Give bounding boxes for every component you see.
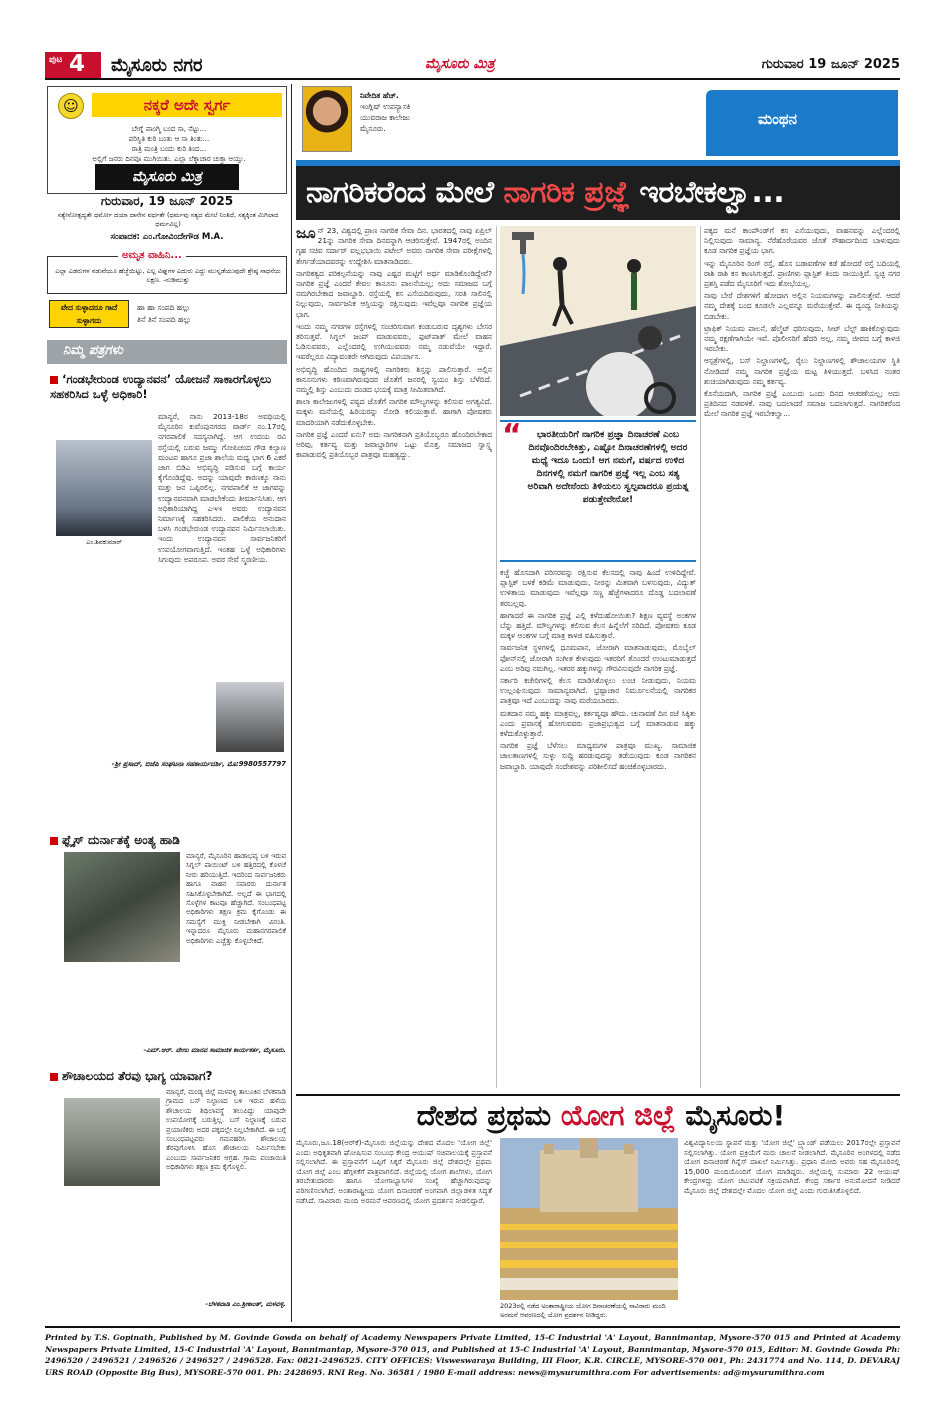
letter-1 [50, 372, 286, 832]
headline-part-3: ಇರಬೇಕಲ್ವಾ... [639, 175, 785, 210]
article-paragraph: ನಾಗರಿಕ ಪ್ರಜ್ಞೆ ಬೆಳೆಸಲು ಮಾಧ್ಯಮಗಳ ಪಾತ್ರವೂ ಮುಖ್ಯ. ಸಾಮಾಜಿಕ ಜಾಲತಾಣಗಳಲ್ಲಿ ಸುಳ್ಳು ಸುದ್ದಿ ಹರಡುವುದನ್ನು ತಡೆಯುವುದು ಕೂಡ ನಾಗರಿಕನ ಜವಾಬ್ದಾರಿ. ಯಾವುದೇ ಸಂದೇಶವನ್ನು ಪರಿಶೀಲಿಸದೆ ಹಂಚಿಕೊಳ್ಳಬಾರದು. [500, 741, 696, 771]
yoga-headline-part-3: ಮೈಸೂರು! [685, 1099, 786, 1132]
article-paragraph: ಮತದಾನ ನಮ್ಮ ಹಕ್ಕು ಮಾತ್ರವಲ್ಲ, ಕರ್ತವ್ಯವೂ ಹೌದು. ಚುನಾವಣೆ ದಿನ ರಜೆ ಸಿಕ್ಕಿತು ಎಂದು ಪ್ರವಾಸಕ್ಕೆ ಹೋಗುವವರು ಪ್ರಜಾಪ್ರಭುತ್ವದ ಬಗ್ಗೆ ಮಾತನಾಡುವ ಹಕ್ಕು ಕಳೆದುಕೊಳ್ಳುತ್ತಾರೆ. [500, 708, 696, 739]
page-label: ಪುಟ [49, 55, 63, 65]
article-paragraph: ಇನ್ನು ಮೈಸೂರಿನ ರಿಂಗ್ ರಸ್ತೆ, ಹೊಸ ಬಡಾವಣೆಗಳ ಕಡೆ ಹೋದರೆ ರಸ್ತೆ ಬದಿಯಲ್ಲಿ ರಾಶಿ ರಾಶಿ ಕಸ ಕಾಣಸಿಗುತ್ತದೆ. ಪ್ರಾಣಿಗಳು ಪ್ಲಾಸ್ಟಿಕ್ ತಿಂದು ಸಾಯುತ್ತಿವೆ. ಸ್ವಚ್ಛ ನಗರ ಪ್ರಶಸ್ತಿ ಪಡೆದ ಮೈಸೂರಿಗೆ ಇದು ಶೋಭೆಯಲ್ಲ. [704, 258, 900, 289]
yoga-col-1 [296, 1138, 492, 1320]
amrutha-box [47, 250, 287, 294]
yoga-photo-caption: 2023ರಲ್ಲಿ ನಡೆದ ಅಂತಾರಾಷ್ಟ್ರೀಯ ಯೋಗ ದಿನಾಚರಣೆಯಲ್ಲಿ ಸಾವಿರಾರು ಮಂದಿ ಅರಮನೆ ಆವರಣದಲ್ಲಿ ಯೋಗ ಪ್ರದರ್ಶನ ನೀಡಿದ್ದರು. [500, 1302, 666, 1319]
article-col-1 [296, 226, 492, 1086]
letter-1-photo-caption: ಎಂ.ಶಿವಕುಮಾರ್ [86, 538, 122, 546]
headline-part-2: ನಾಗರಿಕ ಪ್ರಜ್ಞೆ [503, 175, 630, 210]
letter-3-sign: -ಬೆಳಕವಾಡಿ ಎಂ.ಶ್ರೀಕಾಂತ್, ಮಳವಳ್ಳಿ. [205, 1300, 286, 1308]
article-col-3 [704, 226, 900, 1088]
letter-3-photo [64, 1098, 160, 1186]
yoga-col-3 [684, 1138, 900, 1320]
author-city: ಮೈಸೂರು. [360, 124, 386, 133]
sloka: ಸತ್ಯೇನೋತ್ಪದ್ಯತೇ ಧರ್ಮೋ ದಯಾ ದಾನೇನ ವರ್ಧತೇ (ಧರ್ಮವು ಸತ್ಯದ ಮೇಲೆ ನಿಂತಿದೆ, ಸತ್ಯಕ್ಕಿಂತ ಮಿಗಿಲಾದ ಧರ್ಮವಿಲ್ಲ) [57, 211, 279, 228]
bullet-icon [50, 1073, 58, 1081]
article-paragraph: ಕೊನೆಯದಾಗಿ, ನಾಗರಿಕ ಪ್ರಜ್ಞೆ ಎಂಬುದು ಒಂದು ದಿನದ ಆಚರಣೆಯಲ್ಲ; ಅದು ಪ್ರತಿದಿನದ ನಡವಳಿಕೆ. ನಾವು ಬದಲಾದರೆ ಸಮಾಜ ಬದಲಾಗುತ್ತದೆ. ನಾಗರಿಕರೆಂದ ಮೇಲೆ ನಾಗರಿಕ ಪ್ರಜ್ಞೆ ಇರಬೇಕಲ್ವಾ... [704, 389, 900, 419]
letter-3-body: ಮಾನ್ಯರೆ, ಮಂಡ್ಯ ಜಿಲ್ಲೆ ಮಳವಳ್ಳಿ ತಾಲೂಕಿನ ಬೆಳಕವಾಡಿ ಗ್ರಾಮದ ಬಸ್ ನಿಲ್ದಾಣದ ಬಳಿ ಇರುವ ಹಳೆಯ ಶೌಚಾಲಯ ಶಿಥಿಲಾವಸ್ಥೆ ತಲುಪಿದ್ದು ಯಾವುದೇ ಉಪಯೋಗಕ್ಕೆ ಬರುತ್ತಿಲ್ಲ. ಬಸ್ ನಿಲ್ದಾಣಕ್ಕೆ ಬರುವ ಪ್ರಯಾಣಿಕರು ಅದರ ಪಕ್ಕದಲ್ಲೇ ನಿಲ್ಲಬೇಕಾಗಿದೆ. ಈ ಬಗ್ಗೆ ಸಂಬಂಧಪಟ್ಟವರು ಗಮನಹರಿಸಿ ಶೌಚಾಲಯ ತೆರವುಗೊಳಿಸಿ ಹೊಸ ಶೌಚಾಲಯ ನಿರ್ಮಿಸಬೇಕು ಎಂಬುದು ಸಾರ್ವಜನಿಕರ ಆಗ್ರಹ. ಗ್ರಾಮ ಪಂಚಾಯಿತಿ ಅಧಿಕಾರಿಗಳು ತಕ್ಷಣ ಕ್ರಮ ಕೈಗೊಳ್ಳಲಿ. [166, 1088, 286, 1172]
letter-2-body: ಮಾನ್ಯರೆ, ಮೈಸೂರಿನ ಹಾಡಾಭವ್ಯ ಬಳಿ ಇರುವ ಸಿಗ್ನಲ್ ಪಾಯಿಂಟ್ ಬಳಿ ಹತ್ತಿರದಲ್ಲಿ ಕೊಳಚೆ ನೀರು ಹರಿಯುತ್ತಿದೆ. ಇದರಿಂದ ಸಾರ್ವಜನಿಕರು ಹಾಗೂ ವಾಹನ ಸವಾರರು ದುರ್ನಾತ ಸಹಿಸಿಕೊಳ್ಳಬೇಕಾಗಿದೆ. ಅಲ್ಲದೆ ಈ ಭಾಗದಲ್ಲಿ ಸೊಳ್ಳೆಗಳ ಕಾಟವೂ ಹೆಚ್ಚಾಗಿದೆ. ಸಂಬಂಧಪಟ್ಟ ಅಧಿಕಾರಿಗಳು ತಕ್ಷಣ ಕ್ರಮ ಕೈಗೊಂಡು ಈ ಸಮಸ್ಯೆಗೆ ಮುಕ್ತಿ ನೀಡಬೇಕಾಗಿ ವಿನಂತಿ. ಇನ್ನಾದರೂ ಮೈಸೂರು ಮಹಾನಗರಪಾಲಿಕೆ ಅಧಿಕಾರಿಗಳು ಎಚ್ಚೆತ್ತು ಕೊಳ್ಳಬೇಕಿದೆ. [186, 852, 286, 945]
author-name: ನಿವೇದಿತ ಹೆಚ್. [360, 91, 399, 100]
amrutha-text: ಎಲ್ಲಾ ಎಡರುಗಳ ನಡುವೆಯೂ ಹೆಜ್ಜೆಯಿಟ್ಟು, ಎಲ್ಲ ವಿಘ್ನಗಳ ಎದುರು ಎದ್ದು ಮುನ್ನಡೆಯುವುದೇ ಶ್ರೇಷ್ಠ ಸಾಧನೆಯ ಲಕ್ಷಣ. -ನುಡಿಮುತ್ತು [55, 267, 281, 284]
article-col-2 [500, 568, 696, 1088]
humor-title: ನಕ್ಕರೆ ಅದೇ ಸ್ವರ್ಗ [92, 93, 282, 117]
humor-line: ರಾತ್ರಿ ಮಂತ್ರಿ ಬಂದು ಕುರಿ ತಿಂದ... [131, 145, 207, 153]
letter-1-signer-photo [216, 682, 284, 752]
article-headline [296, 160, 900, 220]
yoga-photo [500, 1138, 678, 1300]
proverb-title: ವೇದ ಸುಳ್ಳಾದರೂ ಗಾದೆ ಸುಳ್ಳಾಗದು [49, 300, 129, 328]
article-paragraph: ಜೂನ್ 23, ವಿಶ್ವದಲ್ಲಿ ಪ್ರಾಣ ನಾಗರಿಕ ಸೇವಾ ದಿನ. ಭಾರತದಲ್ಲಿ ನಾವು ಏಪ್ರಿಲ್ 21ನ್ನು ನಾಗರಿಕ ಸೇವಾ ದಿನವನ್ನಾಗಿ ಆಚರಿಸುತ್ತೇವೆ. 1947ರಲ್ಲಿ ಅಂದಿನ ಗೃಹ ಸಚಿವ ಸರ್ದಾರ್ ವಲ್ಲಭಭಾಯಿ ಪಟೇಲ್ ಅವರು ನಾಗರಿಕ ಸೇವಾ ಪರೀಕ್ಷೆಗಳಲ್ಲಿ ತೇರ್ಗಡೆಯಾದವರನ್ನು ಉದ್ದೇಶಿಸಿ ಮಾತನಾಡಿದರು. [296, 226, 492, 266]
section-title: ಮೈಸೂರು ನಗರ [111, 55, 203, 76]
article-col-divider [700, 226, 701, 1088]
yoga-paragraph: ಮೈಸೂರು,ಜೂ.18(ಆರ್‌ಕೆ)-ಮೈಸೂರು ಜಿಲ್ಲೆಯನ್ನು ದೇಶದ ಮೊದಲ 'ಯೋಗ ಜಿಲ್ಲೆ' ಎಂದು ಅಧಿಕೃತವಾಗಿ ಘೋಷಿಸುವ ಸಂಬಂಧ ಕೇಂದ್ರ ಆಯುಷ್ ಸಚಿವಾಲಯಕ್ಕೆ ಪ್ರಸ್ತಾವನೆ ಸಲ್ಲಿಸಲಾಗಿದೆ. ಈ ಪ್ರಸ್ತಾವನೆಗೆ ಒಪ್ಪಿಗೆ ಸಿಕ್ಕರೆ ಮೈಸೂರು ಜಿಲ್ಲೆ ದೇಶದಲ್ಲೇ ಪ್ರಥಮ ಯೋಗ ಜಿಲ್ಲೆ ಎಂಬ ಹೆಗ್ಗಳಿಕೆಗೆ ಪಾತ್ರವಾಗಲಿದೆ. ಜಿಲ್ಲೆಯಲ್ಲಿ ಯೋಗ ಶಾಲೆಗಳು, ಯೋಗ ತರಬೇತುದಾರರು ಹಾಗೂ ಯೋಗಾಭ್ಯಾಸಿಗಳ ಸಂಖ್ಯೆ ಹೆಚ್ಚಾಗಿರುವುದನ್ನು ಪರಿಗಣಿಸಲಾಗಿದೆ. ಅಂತಾರಾಷ್ಟ್ರೀಯ ಯೋಗ ದಿನಾಚರಣೆ ಅಂಗವಾಗಿ ಜಿಲ್ಲಾಡಳಿತ ಸಿದ್ಧತೆ ನಡೆಸಿದೆ. ಸಾವಿರಾರು ಮಂದಿ ಅರಮನೆ ಆವರಣದಲ್ಲಿ ಯೋಗ ಪ್ರದರ್ಶನ ನೀಡಲಿದ್ದಾರೆ. [296, 1138, 492, 1205]
article-paragraph: ನಾವು ಬೇರೆ ದೇಶಗಳಿಗೆ ಹೋದಾಗ ಅಲ್ಲಿನ ನಿಯಮಗಳನ್ನು ಪಾಲಿಸುತ್ತೇವೆ. ಆದರೆ ನಮ್ಮ ದೇಶಕ್ಕೆ ಬಂದ ಕೂಡಲೇ ಎಲ್ಲವನ್ನೂ ಮರೆಯುತ್ತೇವೆ. ಈ ದ್ವಂದ್ವ ನೀತಿಯನ್ನು ಬಿಡಬೇಕು. [704, 291, 900, 321]
article-paragraph: ಟ್ರಾಫಿಕ್ ನಿಯಮ ಪಾಲನೆ, ಹೆಲ್ಮೆಟ್ ಧರಿಸುವುದು, ಸೀಟ್ ಬೆಲ್ಟ್ ಹಾಕಿಕೊಳ್ಳುವುದು ನಮ್ಮ ರಕ್ಷಣೆಗಾಗಿಯೇ ಇವೆ. ಪೊಲೀಸರಿಗೆ ಹೆದರಿ ಅಲ್ಲ, ನಮ್ಮ ಜೀವದ ಬಗ್ಗೆ ಕಾಳಜಿ ಇರಬೇಕು. [704, 323, 900, 354]
article-paragraph: ಕಚ್ಚೆ ಹೊಸದಾಗಿ ಪರಿಸರವನ್ನು ರಕ್ಷಿಸುವ ಕೆಲಸದಲ್ಲಿ ನಾವು ಹಿಂದೆ ಉಳಿದಿದ್ದೇವೆ. ಪ್ಲಾಸ್ಟಿಕ್ ಬಳಕೆ ಕಡಿಮೆ ಮಾಡುವುದು, ನೀರನ್ನು ಮಿತವಾಗಿ ಬಳಸುವುದು, ವಿದ್ಯುತ್ ಉಳಿತಾಯ ಮಾಡುವುದು ಇವೆಲ್ಲವೂ ಸಣ್ಣ ಹೆಜ್ಜೆಗಳಾದರೂ ದೊಡ್ಡ ಬದಲಾವಣೆ ತರಬಲ್ಲವು. [500, 568, 696, 608]
article-col-divider [496, 226, 497, 1088]
letters-title: ನಿಮ್ಮ ಪತ್ರಗಳು [63, 343, 123, 358]
mini-date: ಗುರುವಾರ, 19 ಜೂನ್ 2025 [100, 194, 234, 208]
article-paragraph: ಸಾರ್ವಜನಿಕ ಸ್ಥಳಗಳಲ್ಲಿ ಧೂಮಪಾನ, ಜೋರಾಗಿ ಮಾತನಾಡುವುದು, ಮೊಬೈಲ್ ಫೋನ್‌ನಲ್ಲಿ ಜೋರಾಗಿ ಸಂಗೀತ ಕೇಳುವುದು ಇತರರಿಗೆ ತೊಂದರೆ ಉಂಟುಮಾಡುತ್ತದೆ ಎಂಬ ಅರಿವು ನಮಗಿಲ್ಲ. ಇತರರ ಹಕ್ಕುಗಳನ್ನು ಗೌರವಿಸುವುದೇ ನಾಗರಿಕ ಪ್ರಜ್ಞೆ. [500, 643, 696, 673]
pull-quote-box [500, 420, 696, 562]
proverb-line: ತಿನೆ ತಿನೆ ಸಂಪದಿ ಹಲ್ಲು [137, 315, 192, 324]
page-number: 4 [69, 51, 86, 77]
letter-1-sign: -ಶ್ರೀ ಪ್ರಸಾದ್, ಬಿಜೆಪಿ ಸಂಘಟನಾ ಸಹಕಾರ್ಯದರ್ಶಿ, ಮೊ:9980557797 [111, 760, 286, 768]
yoga-headline-part-2: ಯೋಗ ಜಿಲ್ಲೆ [560, 1099, 676, 1132]
author-avatar [302, 86, 352, 152]
bullet-icon [50, 376, 58, 384]
letter-3 [50, 1068, 286, 1318]
imprint-text: Printed by T.S. Gopinath, Published by M. Govinde Gowda on behalf of Academy Newspapers Private Limited, 15-C Industrial 'A' Layout, Bannimantap, Mysore-570 015 and Printed at Academy Newspapers Private Limited, 15-C Industrial 'A' Layout, Bannimantap, Mysore-570 015, and Published at 15-C Industrial 'A' Layout, Bannimantap, Mysore-570 015, Editor: M. Govinde Gowda Ph: 2496520 / 2496521 / 2496526 / 2496527 / 2496528. Fax: 0821-2496525. CITY OFFICES: Visweswaraya Building, III Floor, K.R. CIRCLE, MYSORE-570 001, Ph: 2431774 and No. 114, D. DEVARAJ URS ROAD (Opposite Big Bus), MYSORE-570 001. Ph: 2428695. RNI Reg. No. 36581 / 1980 E-mail address: news@mysurumithra.com For advertisements: ad@mysurumithra.com [45, 1333, 900, 1377]
letter-3-title: ಶೌಚಾಲಯದ ತೆರವು ಭಾಗ್ಯ ಯಾವಾಗ? [50, 1068, 286, 1084]
article-paragraph: ನಾಗರಿಕತ್ವದ ಪರಿಕಲ್ಪನೆಯನ್ನು ನಾವು ಎಷ್ಟರ ಮಟ್ಟಿಗೆ ಅರ್ಥ ಮಾಡಿಕೊಂಡಿದ್ದೇವೆ? ನಾಗರಿಕ ಪ್ರಜ್ಞೆ ಎಂದರೆ ಕೇವಲ ಕಾನೂನು ಪಾಲನೆಯಲ್ಲ; ಅದು ಸಮಾಜದ ಬಗ್ಗೆ ನಮಗಿರಬೇಕಾದ ಜವಾಬ್ದಾರಿ. ರಸ್ತೆಯಲ್ಲಿ ಕಸ ಎಸೆಯದಿರುವುದು, ಸರತಿ ಸಾಲಿನಲ್ಲಿ ನಿಲ್ಲುವುದು, ಸಾರ್ವಜನಿಕ ಆಸ್ತಿಯನ್ನು ರಕ್ಷಿಸುವುದು ಇವೆಲ್ಲವೂ ನಾಗರಿಕ ಪ್ರಜ್ಞೆಯ ಭಾಗ. [296, 268, 492, 319]
yoga-photo-svg [500, 1138, 678, 1300]
pull-quote: ಭಾರತೀಯರಿಗೆ ನಾಗರಿಕ ಪ್ರಜ್ಞಾ ದಿನಾಚರಣೆ ಎಂಬ ದಿನವೊಂದಿರಬೇಕಿತ್ತು, ಎಷ್ಟೋ ದಿನಾಚರಣೆಗಳಲ್ಲಿ ಅದರ ಮಧ್ಯೆ ಇದೂ ಒಂದು! ಆಗ ನಮಗೆ, ವರ್ಷದ ಉಳಿದ ದಿನಗಳಲ್ಲಿ ನಮಗೆ ನಾಗರಿಕ ಪ್ರಜ್ಞೆ ಇಲ್ಲ ಎಂಬ ಸತ್ಯ ಅರಿವಾಗಿ ಅದೇನೆಂದು ತಿಳಿಯಲು ಸ್ವಲ್ಪವಾದರೂ ಪ್ರಯತ್ನ ಪಡುತ್ತೇವೇನೋ! [527, 429, 689, 505]
proverb-box [47, 300, 287, 330]
column-divider [291, 84, 292, 1322]
editor-line: ಸಂಪಾದಕ: ಎಂ.ಗೋವಿಂದೇಗೌಡ M.A. [110, 232, 224, 242]
yoga-headline-part-1: ದೇಶದ ಪ್ರಥಮ [416, 1099, 552, 1132]
letters-banner [47, 340, 287, 364]
page-number-badge [45, 52, 101, 78]
bullet-icon [50, 837, 58, 845]
article-paragraph: ನಾಗರಿಕ ಪ್ರಜ್ಞೆ ಎಂದರೆ ಏನು? ಅದು ನಾಗರಿಕನಾಗಿ ಪ್ರತಿಯೊಬ್ಬರೂ ಹೊಂದಿರಬೇಕಾದ ಅರಿವು, ಕರ್ತವ್ಯ ಮತ್ತು ಜವಾಬ್ದಾರಿಗಳ ಒಟ್ಟು ಮೊತ್ತ. ಸಮಾಜದ ಸ್ವಾಸ್ಥ್ಯ ಕಾಪಾಡುವಲ್ಲಿ ಪ್ರತಿಯೊಬ್ಬರ ಪಾತ್ರವೂ ಮಹತ್ವದ್ದು. [296, 429, 492, 460]
article-paragraph: ಅಭಿವೃದ್ಧಿ ಹೊಂದಿದ ರಾಷ್ಟ್ರಗಳಲ್ಲಿ ನಾಗರಿಕರು ಶಿಸ್ತನ್ನು ಪಾಲಿಸುತ್ತಾರೆ. ಅಲ್ಲಿನ ಕಾನೂನುಗಳು ಕಠಿಣವಾಗಿರುವುದರ ಜೊತೆಗೆ ಜನರಲ್ಲಿ ಸ್ವಯಂ ಶಿಸ್ತು ಬೆಳೆದಿದೆ. ನಮ್ಮಲ್ಲಿ ಶಿಸ್ತು ಎಂಬುದು ದಂಡದ ಭಯಕ್ಕೆ ಮಾತ್ರ ಸೀಮಿತವಾಗಿದೆ. [296, 364, 492, 395]
illustration-svg [500, 226, 696, 416]
article-paragraph: ಹಾಗಾದರೆ ಈ ನಾಗರಿಕ ಪ್ರಜ್ಞೆ ಎಲ್ಲಿ ಕಳೆದುಹೋಯಿತು? ಶಿಕ್ಷಣ ವ್ಯವಸ್ಥೆ ಅಂಕಗಳ ಬೆನ್ನು ಹತ್ತಿದೆ. ಮೌಲ್ಯಗಳನ್ನು ಕಲಿಸುವ ಕೆಲಸ ಹಿನ್ನೆಲೆಗೆ ಸರಿದಿದೆ. ಪೋಷಕರು ಕೂಡ ಮಕ್ಕಳ ಅಂಕಗಳ ಬಗ್ಗೆ ಮಾತ್ರ ಕಾಳಜಿ ವಹಿಸುತ್ತಾರೆ. [500, 610, 696, 641]
author-org: ಯುವರಾಜ ಕಾಲೇಜು [360, 113, 411, 122]
author-box [296, 84, 746, 156]
mini-masthead: ಮೈಸೂರು ಮಿತ್ರ [95, 164, 239, 190]
letter-2-sign: -ಎಮ್.ಆರ್. ವೇಣು ಮಾನವ ಸಾಮಾಜಿಕ ಕಾರ್ಯಕರ್ತ, ಮೈಸೂರು. [143, 1046, 286, 1054]
author-role: ಇಂಗ್ಲಿಷ್ ಉಪನ್ಯಾಸಕಿ [360, 102, 411, 111]
yoga-paragraph: ವಿಶ್ವವಿದ್ಯಾನಿಲಯ ಸ್ಥಾಪನೆ ಮತ್ತು 'ಯೋಗ ಜಿಲ್ಲೆ' ಬ್ರ್ಯಾಂಡ್ ಪಡೆಯಲು 2017ರಲ್ಲೇ ಪ್ರಸ್ತಾವನೆ ಸಲ್ಲಿಸಲಾಗಿತ್ತು. ಯೋಗ ಪ್ರಕ್ರಿಯೆಗೆ ಮರು ಚಾಲನೆ ನೀಡಲಾಗಿದೆ. ಮೈಸೂರಿನ ಅಂಗಳದಲ್ಲಿ ನಡೆದ ಯೋಗ ದಿನಾಚರಣೆ ಗಿನ್ನೆಸ್ ದಾಖಲೆ ನಿರ್ಮಿಸಿತ್ತು. ಪ್ರಧಾನಿ ಮೋದಿ ಅವರು ಸಹ ಮೈಸೂರಿನಲ್ಲಿ 15,000 ಮಂದಿಯೊಂದಿಗೆ ಯೋಗ ಮಾಡಿದ್ದರು. ಜಿಲ್ಲೆಯಲ್ಲಿ ಸುಮಾರು 22 ಆಯುಷ್ ಕೇಂದ್ರಗಳಿದ್ದು ಯೋಗ ಚಟುವಟಿಕೆ ಸಕ್ರಿಯವಾಗಿದೆ. ಕೇಂದ್ರ ಸರ್ಕಾರ ಅನುಮೋದನೆ ನೀಡಿದರೆ ಮೈಸೂರು ಜಿಲ್ಲೆ ದೇಶದಲ್ಲೇ ಮೊದಲ ಯೋಗ ಜಿಲ್ಲೆ ಎಂದು ಗುರುತಿಸಿಕೊಳ್ಳಲಿದೆ. [684, 1138, 900, 1195]
article-paragraph: ಸರ್ಕಾರಿ ಕಚೇರಿಗಳಲ್ಲಿ ಕೆಲಸ ಮಾಡಿಸಿಕೊಳ್ಳಲು ಲಂಚ ನೀಡುವುದು, ನಿಯಮ ಉಲ್ಲಂಘಿಸುವುದು ಸಾಮಾನ್ಯವಾಗಿದೆ. ಭ್ರಷ್ಟಾಚಾರ ನಿರ್ಮೂಲನೆಯಲ್ಲಿ ನಾಗರಿಕರ ಪಾತ್ರವೂ ಇದೆ ಎಂಬುದನ್ನು ನಾವು ಮರೆಯಬಾರದು. [500, 676, 696, 706]
page-header [45, 52, 900, 80]
article-paragraph: ಶಾಲಾ ಕಾಲೇಜುಗಳಲ್ಲಿ ಪಠ್ಯದ ಜೊತೆಗೆ ನಾಗರಿಕ ಮೌಲ್ಯಗಳನ್ನು ಕಲಿಸುವ ಅಗತ್ಯವಿದೆ. ಮಕ್ಕಳು ಮನೆಯಲ್ಲಿ ಹಿರಿಯರನ್ನು ನೋಡಿ ಕಲಿಯುತ್ತಾರೆ. ಹಾಗಾಗಿ ಪೋಷಕರು ಮಾದರಿಯಾಗಿ ನಡೆದುಕೊಳ್ಳಬೇಕು. [296, 397, 492, 427]
mini-masthead-box [47, 164, 287, 256]
column-banner [706, 90, 898, 156]
quote-mark-icon: “ [502, 418, 522, 453]
column-title: ಮಂಥನ [758, 110, 797, 128]
letter-1-body: ಮಾನ್ಯರೆ, ನಾನು 2013-18ರ ಅವಧಿಯಲ್ಲಿ ಮೈಸೂರಿನ ಕುವೆಂಪುನಗರದ ವಾರ್ಡ್ ನಂ.17ರಲ್ಲಿ ನಗರಪಾಲಿಕೆ ಸದಸ್ಯನಾಗಿದ್ದೆ. ಆಗ ಉದಯ ರವಿ ರಸ್ತೆಯಲ್ಲಿ ಬರುವ ಜಮ್ಮು ಗೋಪಿಚಂದ ಗೌಡ ಕಲ್ಯಾಣ ಮಂಟಪ ಹಾಗೂ ಪ್ರಜಾ ಶಾಲೆಯ ಮಧ್ಯ ಭಾಗ 6 ಎಕರೆ ಜಾಗ ಬಿಡಿಎ ಅಭಿವೃದ್ಧಿ ಪಡಿಸುವ ಬಗ್ಗೆ ಕಾರ್ಯ ಕೈಗೊಂಡಿದ್ದೆವು. ಅದನ್ನು ಯಾವುದೇ ಕಾರಣಕ್ಕೂ ನಾನು ಮತ್ತು ಜನ ಒಪ್ಪಿರಲಿಲ್ಲ. ನಗರಪಾಲಿಕೆ ಆ ಜಾಗವನ್ನು ಉದ್ಯಾನವನವಾಗಿ ಮಾಡಬೇಕೆಂದು ತೀರ್ಮಾನಿಸಿತು. ಆಗ ಅಧಿಕಾರಿಯಾಗಿದ್ದ ಎಇಇ ಅವರು ಉದ್ಯಾನವನ ನಿರ್ಮಾಣಕ್ಕೆ ಸಹಕರಿಸಿದರು. ಪಾಲಿಕೆಯ ಅನುದಾನ ಬಳಸಿ ಗಂಡಭೇರುಂಡ ಉದ್ಯಾನವನ ನಿರ್ಮಿಸಲಾಯಿತು. ಇಂದು ಉದ್ಯಾನವನ ಸಾರ್ವಜನಿಕರಿಗೆ ಉಪಯೋಗವಾಗುತ್ತಿದೆ. ಇಂತಹ ಒಳ್ಳೆ ಅಧಿಕಾರಿಗಳು ಸಿಗುವುದು ಅಪರೂಪ. ಅವರ ಸೇವೆ ಸ್ಮರಣೀಯ. [158, 412, 286, 564]
letter-2-photo [64, 852, 180, 962]
humor-line: ಅಲ್ಲಿಗೆ ಜನರು ದಿನವೂ ಮುಗಿಯಿತು. ಎಲ್ಲಾ ಲೆಕ್ಕಾಚಾರ ಚುಕ್ತಾ ಆಯ್ತು. [92, 155, 246, 163]
issue-date: ಗುರುವಾರ 19 ಜೂನ್ 2025 [761, 57, 900, 72]
letter-2 [50, 832, 286, 1062]
humor-line: ಪರಿಸ್ಥಿತಿ ಕುರಿ ಬಂತು ಆ ಸಾ ತಿಂತು... [128, 135, 210, 143]
article-paragraph: ಆಸ್ಪತ್ರೆಗಳಲ್ಲಿ, ಬಸ್ ನಿಲ್ದಾಣಗಳಲ್ಲಿ, ರೈಲು ನಿಲ್ದಾಣಗಳಲ್ಲಿ ಶೌಚಾಲಯಗಳ ಸ್ಥಿತಿ ನೋಡಿದರೆ ನಮ್ಮ ನಾಗರಿಕ ಪ್ರಜ್ಞೆಯ ಮಟ್ಟ ತಿಳಿಯುತ್ತದೆ. ಬಳಸಿದ ನಂತರ ಶುಚಿಯಾಗಿಡುವುದು ನಮ್ಮ ಕರ್ತವ್ಯ. [704, 356, 900, 386]
masthead: ಮೈಸೂರು ಮಿತ್ರ [425, 56, 495, 72]
proverb-line: ಹಾ ಹಾ ಸಂಪದಿ ಹಲ್ಲು [137, 303, 191, 312]
footer-imprint [45, 1326, 900, 1378]
humor-line: ಬೇಗ್ನೆ ಪಾಂಗ್ಮಿ ಬಂದ ಸಾ, ನೆಟ್ಟು... [131, 125, 207, 133]
article-paragraph: ಪಕ್ಕದ ಮನೆ ಕಾಂಪೌಂಡ್‌ಗೆ ಕಸ ಎಸೆಯುವುದು, ವಾಹನವನ್ನು ಎಲ್ಲೆಂದರಲ್ಲಿ ನಿಲ್ಲಿಸುವುದು ಸಾಮಾನ್ಯ. ನೆರೆಹೊರೆಯವರ ಜೊತೆ ಸೌಹಾರ್ದದಿಂದ ಬಾಳುವುದು ಕೂಡ ನಾಗರಿಕ ಪ್ರಜ್ಞೆಯ ಭಾಗ. [704, 226, 900, 256]
laugh-emoji-icon: ☺ [58, 93, 84, 119]
letter-1-title: ‘ಗಂಡಭೇರುಂಡ ಉದ್ಯಾನವನ’ ಯೋಜನೆ ಸಾಕಾರಗೊಳ್ಳಲು ಸಹಕರಿಸಿದ ಒಳ್ಳೆ ಅಧಿಕಾರಿ! [50, 372, 272, 401]
letter-2-title: ಫ್ಲೈಸ್ ದುರ್ನಾತಕ್ಕೆ ಅಂತ್ಯ ಹಾಡಿ [50, 832, 286, 848]
amrutha-title: ಅಮೃತ ವಾಹಿನಿ... [118, 250, 186, 261]
article-illustration [500, 226, 696, 416]
headline-part-1: ನಾಗರಿಕರೆಂದ ಮೇಲೆ [306, 175, 494, 210]
article-paragraph: ಇಂದು ನಮ್ಮ ನಗರಗಳ ರಸ್ತೆಗಳಲ್ಲಿ ಸಂಚರಿಸುವಾಗ ಕಂಡುಬರುವ ದೃಶ್ಯಗಳು ಬೇಸರ ತರಿಸುತ್ತವೆ. ಸಿಗ್ನಲ್ ಜಂಪ್ ಮಾಡುವವರು, ಫುಟ್‌ಪಾತ್ ಮೇಲೆ ವಾಹನ ಓಡಿಸುವವರು, ಎಲ್ಲೆಂದರಲ್ಲಿ ಉಗಿಯುವವರು ನಮ್ಮ ನಡುವೆಯೇ ಇದ್ದಾರೆ. ಇವರೆಲ್ಲರೂ ವಿದ್ಯಾವಂತರೇ ಆಗಿರುವುದು ವಿಪರ್ಯಾಸ. [296, 321, 492, 362]
yoga-headline [296, 1094, 900, 1134]
